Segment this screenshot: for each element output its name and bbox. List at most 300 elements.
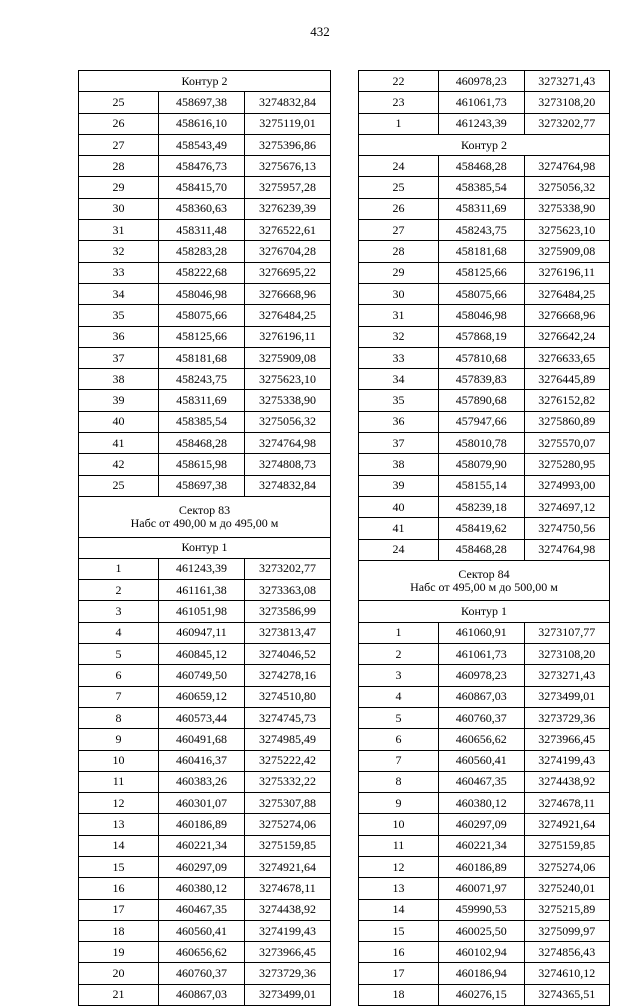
point-number-cell: 33 bbox=[79, 262, 159, 283]
point-number-cell: 6 bbox=[79, 665, 159, 686]
y-coordinate-cell: 3275396,86 bbox=[245, 134, 331, 155]
point-number-cell: 25 bbox=[359, 177, 439, 198]
x-coordinate-cell: 460276,15 bbox=[439, 984, 525, 1005]
x-coordinate-cell: 460656,62 bbox=[439, 729, 525, 750]
table-body-right bbox=[359, 71, 610, 1006]
y-coordinate-cell: 3273202,77 bbox=[245, 558, 331, 579]
y-coordinate-cell: 3275099,97 bbox=[524, 920, 610, 941]
y-coordinate-cell: 3275570,07 bbox=[524, 433, 610, 454]
y-coordinate-cell: 3276239,39 bbox=[245, 198, 331, 219]
y-coordinate-cell: 3274199,43 bbox=[524, 750, 610, 771]
table-row bbox=[359, 220, 610, 241]
table-row bbox=[79, 984, 331, 1005]
y-coordinate-cell: 3273813,47 bbox=[245, 622, 331, 643]
x-coordinate-cell: 460845,12 bbox=[159, 644, 245, 665]
y-coordinate-cell: 3274697,12 bbox=[524, 496, 610, 517]
point-number-cell: 38 bbox=[79, 369, 159, 390]
x-coordinate-cell: 458385,54 bbox=[159, 411, 245, 432]
point-number-cell: 4 bbox=[79, 622, 159, 643]
point-number-cell: 7 bbox=[359, 750, 439, 771]
table-row bbox=[79, 454, 331, 475]
y-coordinate-cell: 3275338,90 bbox=[524, 198, 610, 219]
x-coordinate-cell: 460186,89 bbox=[439, 856, 525, 877]
table-row bbox=[79, 113, 331, 134]
sector-title: Сектор 84 bbox=[458, 566, 510, 581]
point-number-cell: 29 bbox=[79, 177, 159, 198]
x-coordinate-cell: 460186,94 bbox=[439, 963, 525, 984]
x-coordinate-cell: 458046,98 bbox=[159, 283, 245, 304]
point-number-cell: 4 bbox=[359, 686, 439, 707]
x-coordinate-cell: 460760,37 bbox=[159, 963, 245, 984]
point-number-cell: 14 bbox=[79, 835, 159, 856]
x-coordinate-cell: 458079,90 bbox=[439, 454, 525, 475]
y-coordinate-cell: 3273271,43 bbox=[524, 71, 610, 92]
point-number-cell: 13 bbox=[359, 878, 439, 899]
x-coordinate-cell: 460760,37 bbox=[439, 707, 525, 728]
point-number-cell: 40 bbox=[79, 411, 159, 432]
y-coordinate-cell: 3274438,92 bbox=[245, 899, 331, 920]
x-coordinate-cell: 460467,35 bbox=[439, 771, 525, 792]
x-coordinate-cell: 457839,83 bbox=[439, 369, 525, 390]
y-coordinate-cell: 3275280,95 bbox=[524, 454, 610, 475]
x-coordinate-cell: 457868,19 bbox=[439, 326, 525, 347]
y-coordinate-cell: 3275222,42 bbox=[245, 750, 331, 771]
table-row bbox=[359, 411, 610, 432]
x-coordinate-cell: 461060,91 bbox=[439, 622, 525, 643]
point-number-cell: 16 bbox=[359, 942, 439, 963]
y-coordinate-cell: 3274750,56 bbox=[524, 518, 610, 539]
table-row bbox=[359, 707, 610, 728]
x-coordinate-cell: 461061,73 bbox=[439, 644, 525, 665]
table-row bbox=[79, 686, 331, 707]
point-number-cell: 17 bbox=[79, 899, 159, 920]
x-coordinate-cell: 458239,18 bbox=[439, 496, 525, 517]
y-coordinate-cell: 3276152,82 bbox=[524, 390, 610, 411]
point-number-cell: 29 bbox=[359, 262, 439, 283]
point-number-cell: 11 bbox=[359, 835, 439, 856]
x-coordinate-cell: 458243,75 bbox=[439, 220, 525, 241]
table-row bbox=[79, 241, 331, 262]
x-coordinate-cell: 458697,38 bbox=[159, 92, 245, 113]
table-row bbox=[79, 856, 331, 877]
x-coordinate-cell: 458075,66 bbox=[439, 283, 525, 304]
table-row bbox=[359, 241, 610, 262]
y-coordinate-cell: 3274046,52 bbox=[245, 644, 331, 665]
x-coordinate-cell: 458283,28 bbox=[159, 241, 245, 262]
sector-depth-range: Набс от 495,00 м до 500,00 м bbox=[410, 579, 558, 594]
point-number-cell: 30 bbox=[79, 198, 159, 219]
contour-header-row bbox=[359, 601, 610, 622]
table-row bbox=[79, 835, 331, 856]
point-number-cell: 31 bbox=[359, 305, 439, 326]
y-coordinate-cell: 3274764,98 bbox=[245, 433, 331, 454]
y-coordinate-cell: 3275307,88 bbox=[245, 793, 331, 814]
y-coordinate-cell: 3276522,61 bbox=[245, 220, 331, 241]
y-coordinate-cell: 3275119,01 bbox=[245, 113, 331, 134]
contour-header: Контур 1 bbox=[359, 601, 610, 622]
table-row bbox=[79, 347, 331, 368]
point-number-cell: 2 bbox=[79, 580, 159, 601]
point-number-cell: 10 bbox=[359, 814, 439, 835]
coordinates-table-right bbox=[358, 70, 610, 1006]
page-number: 432 bbox=[310, 24, 330, 39]
point-number-cell: 14 bbox=[359, 899, 439, 920]
y-coordinate-cell: 3273107,77 bbox=[524, 622, 610, 643]
y-coordinate-cell: 3275056,32 bbox=[245, 411, 331, 432]
table-body-left bbox=[79, 71, 331, 1006]
table-row bbox=[359, 390, 610, 411]
sector-depth-range: Набс от 490,00 м до 495,00 м bbox=[130, 515, 279, 530]
table-row bbox=[359, 686, 610, 707]
point-number-cell: 33 bbox=[359, 347, 439, 368]
point-number-cell: 30 bbox=[359, 283, 439, 304]
table-row bbox=[359, 369, 610, 390]
table-row bbox=[359, 622, 610, 643]
table-row bbox=[359, 920, 610, 941]
point-number-cell: 17 bbox=[359, 963, 439, 984]
table-row bbox=[359, 750, 610, 771]
point-number-cell: 25 bbox=[79, 92, 159, 113]
y-coordinate-cell: 3276633,65 bbox=[524, 347, 610, 368]
y-coordinate-cell: 3274199,43 bbox=[245, 920, 331, 941]
table-row bbox=[79, 92, 331, 113]
point-number-cell: 5 bbox=[79, 644, 159, 665]
table-row bbox=[79, 771, 331, 792]
y-coordinate-cell: 3274764,98 bbox=[524, 156, 610, 177]
table-row bbox=[79, 411, 331, 432]
y-coordinate-cell: 3274921,64 bbox=[245, 856, 331, 877]
point-number-cell: 15 bbox=[79, 856, 159, 877]
y-coordinate-cell: 3274832,84 bbox=[245, 92, 331, 113]
table-row bbox=[359, 835, 610, 856]
table-row bbox=[359, 899, 610, 920]
point-number-cell: 15 bbox=[359, 920, 439, 941]
table-row bbox=[79, 793, 331, 814]
point-number-cell: 35 bbox=[359, 390, 439, 411]
x-coordinate-cell: 458125,66 bbox=[159, 326, 245, 347]
x-coordinate-cell: 458243,75 bbox=[159, 369, 245, 390]
table-row bbox=[79, 963, 331, 984]
table-row bbox=[359, 665, 610, 686]
point-number-cell: 19 bbox=[79, 942, 159, 963]
x-coordinate-cell: 457947,66 bbox=[439, 411, 525, 432]
table-row bbox=[79, 283, 331, 304]
y-coordinate-cell: 3275623,10 bbox=[524, 220, 610, 241]
point-number-cell: 18 bbox=[79, 920, 159, 941]
x-coordinate-cell: 458222,68 bbox=[159, 262, 245, 283]
x-coordinate-cell: 460867,03 bbox=[439, 686, 525, 707]
x-coordinate-cell: 460573,44 bbox=[159, 707, 245, 728]
y-coordinate-cell: 3273499,01 bbox=[245, 984, 331, 1005]
point-number-cell: 32 bbox=[79, 241, 159, 262]
y-coordinate-cell: 3276484,25 bbox=[245, 305, 331, 326]
table-row bbox=[79, 750, 331, 771]
y-coordinate-cell: 3273966,45 bbox=[245, 942, 331, 963]
point-number-cell: 2 bbox=[359, 644, 439, 665]
point-number-cell: 12 bbox=[359, 856, 439, 877]
table-row bbox=[359, 326, 610, 347]
y-coordinate-cell: 3274278,16 bbox=[245, 665, 331, 686]
x-coordinate-cell: 460978,23 bbox=[439, 665, 525, 686]
contour-header: Контур 2 bbox=[359, 134, 610, 155]
table-row bbox=[79, 558, 331, 579]
x-coordinate-cell: 460102,94 bbox=[439, 942, 525, 963]
x-coordinate-cell: 460380,12 bbox=[159, 878, 245, 899]
y-coordinate-cell: 3273108,20 bbox=[524, 92, 610, 113]
table-row bbox=[359, 262, 610, 283]
x-coordinate-cell: 460383,26 bbox=[159, 771, 245, 792]
y-coordinate-cell: 3275909,08 bbox=[245, 347, 331, 368]
y-coordinate-cell: 3274365,51 bbox=[524, 984, 610, 1005]
y-coordinate-cell: 3276445,89 bbox=[524, 369, 610, 390]
table-row bbox=[359, 539, 610, 560]
contour-header-row bbox=[79, 537, 331, 558]
point-number-cell: 6 bbox=[359, 729, 439, 750]
x-coordinate-cell: 461161,38 bbox=[159, 580, 245, 601]
table-row bbox=[79, 920, 331, 941]
y-coordinate-cell: 3273202,77 bbox=[524, 113, 610, 134]
point-number-cell: 40 bbox=[359, 496, 439, 517]
table-row bbox=[359, 856, 610, 877]
x-coordinate-cell: 460467,35 bbox=[159, 899, 245, 920]
table-row bbox=[79, 198, 331, 219]
table-row bbox=[79, 622, 331, 643]
x-coordinate-cell: 458468,28 bbox=[439, 539, 525, 560]
table-row bbox=[359, 347, 610, 368]
x-coordinate-cell: 459990,53 bbox=[439, 899, 525, 920]
x-coordinate-cell: 460025,50 bbox=[439, 920, 525, 941]
x-coordinate-cell: 461061,73 bbox=[439, 92, 525, 113]
table-row bbox=[359, 71, 610, 92]
point-number-cell: 34 bbox=[359, 369, 439, 390]
point-number-cell: 26 bbox=[79, 113, 159, 134]
y-coordinate-cell: 3275240,01 bbox=[524, 878, 610, 899]
y-coordinate-cell: 3276642,24 bbox=[524, 326, 610, 347]
x-coordinate-cell: 460301,07 bbox=[159, 793, 245, 814]
contour-header-row bbox=[359, 134, 610, 155]
x-coordinate-cell: 458476,73 bbox=[159, 156, 245, 177]
x-coordinate-cell: 458415,70 bbox=[159, 177, 245, 198]
x-coordinate-cell: 460978,23 bbox=[439, 71, 525, 92]
y-coordinate-cell: 3274510,80 bbox=[245, 686, 331, 707]
point-number-cell: 7 bbox=[79, 686, 159, 707]
table-row bbox=[79, 942, 331, 963]
y-coordinate-cell: 3275274,06 bbox=[245, 814, 331, 835]
point-number-cell: 28 bbox=[359, 241, 439, 262]
point-number-cell: 39 bbox=[359, 475, 439, 496]
x-coordinate-cell: 458311,48 bbox=[159, 220, 245, 241]
x-coordinate-cell: 460071,97 bbox=[439, 878, 525, 899]
point-number-cell: 27 bbox=[359, 220, 439, 241]
point-number-cell: 9 bbox=[79, 729, 159, 750]
table-row bbox=[359, 644, 610, 665]
point-number-cell: 37 bbox=[359, 433, 439, 454]
x-coordinate-cell: 457890,68 bbox=[439, 390, 525, 411]
y-coordinate-cell: 3274808,73 bbox=[245, 454, 331, 475]
table-row bbox=[359, 475, 610, 496]
y-coordinate-cell: 3274993,00 bbox=[524, 475, 610, 496]
point-number-cell: 27 bbox=[79, 134, 159, 155]
table-row bbox=[359, 433, 610, 454]
x-coordinate-cell: 458155,14 bbox=[439, 475, 525, 496]
y-coordinate-cell: 3275860,89 bbox=[524, 411, 610, 432]
contour-header: Контур 2 bbox=[79, 71, 331, 92]
y-coordinate-cell: 3275159,85 bbox=[524, 835, 610, 856]
point-number-cell: 41 bbox=[79, 433, 159, 454]
table-row bbox=[359, 942, 610, 963]
point-number-cell: 3 bbox=[79, 601, 159, 622]
x-coordinate-cell: 460221,34 bbox=[159, 835, 245, 856]
y-coordinate-cell: 3276704,28 bbox=[245, 241, 331, 262]
table-row bbox=[359, 113, 610, 134]
table-row bbox=[359, 305, 610, 326]
y-coordinate-cell: 3275159,85 bbox=[245, 835, 331, 856]
point-number-cell: 36 bbox=[79, 326, 159, 347]
point-number-cell: 18 bbox=[359, 984, 439, 1005]
point-number-cell: 42 bbox=[79, 454, 159, 475]
table-row bbox=[79, 433, 331, 454]
x-coordinate-cell: 460560,41 bbox=[439, 750, 525, 771]
x-coordinate-cell: 458615,98 bbox=[159, 454, 245, 475]
y-coordinate-cell: 3273729,36 bbox=[245, 963, 331, 984]
y-coordinate-cell: 3274678,11 bbox=[245, 878, 331, 899]
point-number-cell: 31 bbox=[79, 220, 159, 241]
x-coordinate-cell: 458468,28 bbox=[439, 156, 525, 177]
x-coordinate-cell: 458125,66 bbox=[439, 262, 525, 283]
point-number-cell: 24 bbox=[359, 156, 439, 177]
point-number-cell: 9 bbox=[359, 793, 439, 814]
point-number-cell: 37 bbox=[79, 347, 159, 368]
x-coordinate-cell: 458543,49 bbox=[159, 134, 245, 155]
x-coordinate-cell: 457810,68 bbox=[439, 347, 525, 368]
contour-header: Контур 1 bbox=[79, 537, 331, 558]
table-row bbox=[79, 390, 331, 411]
table-row bbox=[79, 665, 331, 686]
y-coordinate-cell: 3273108,20 bbox=[524, 644, 610, 665]
y-coordinate-cell: 3274856,43 bbox=[524, 942, 610, 963]
y-coordinate-cell: 3276668,96 bbox=[245, 283, 331, 304]
table-row bbox=[79, 644, 331, 665]
coordinates-table-left bbox=[78, 70, 331, 1006]
x-coordinate-cell: 461243,39 bbox=[159, 558, 245, 579]
x-coordinate-cell: 458616,10 bbox=[159, 113, 245, 134]
point-number-cell: 8 bbox=[79, 707, 159, 728]
x-coordinate-cell: 458010,78 bbox=[439, 433, 525, 454]
table-row bbox=[79, 177, 331, 198]
point-number-cell: 13 bbox=[79, 814, 159, 835]
point-number-cell: 39 bbox=[79, 390, 159, 411]
sector-header-row bbox=[359, 560, 610, 601]
x-coordinate-cell: 460221,34 bbox=[439, 835, 525, 856]
point-number-cell: 23 bbox=[359, 92, 439, 113]
y-coordinate-cell: 3275332,22 bbox=[245, 771, 331, 792]
point-number-cell: 26 bbox=[359, 198, 439, 219]
table-row bbox=[359, 963, 610, 984]
sector-title: Сектор 83 bbox=[178, 502, 231, 517]
point-number-cell: 1 bbox=[359, 113, 439, 134]
table-row bbox=[79, 262, 331, 283]
table-row bbox=[79, 580, 331, 601]
point-number-cell: 16 bbox=[79, 878, 159, 899]
point-number-cell: 20 bbox=[79, 963, 159, 984]
y-coordinate-cell: 3274921,64 bbox=[524, 814, 610, 835]
x-coordinate-cell: 458181,68 bbox=[159, 347, 245, 368]
table-row bbox=[79, 305, 331, 326]
y-coordinate-cell: 3275676,13 bbox=[245, 156, 331, 177]
table-row bbox=[359, 793, 610, 814]
x-coordinate-cell: 461243,39 bbox=[439, 113, 525, 134]
sector-header bbox=[79, 496, 331, 537]
x-coordinate-cell: 460867,03 bbox=[159, 984, 245, 1005]
point-number-cell: 32 bbox=[359, 326, 439, 347]
point-number-cell: 8 bbox=[359, 771, 439, 792]
x-coordinate-cell: 460297,09 bbox=[159, 856, 245, 877]
point-number-cell: 21 bbox=[79, 984, 159, 1005]
x-coordinate-cell: 458181,68 bbox=[439, 241, 525, 262]
table-row bbox=[79, 814, 331, 835]
y-coordinate-cell: 3275909,08 bbox=[524, 241, 610, 262]
point-number-cell: 38 bbox=[359, 454, 439, 475]
y-coordinate-cell: 3274610,12 bbox=[524, 963, 610, 984]
table-row bbox=[359, 198, 610, 219]
table-row bbox=[79, 326, 331, 347]
y-coordinate-cell: 3276695,22 bbox=[245, 262, 331, 283]
x-coordinate-cell: 460656,62 bbox=[159, 942, 245, 963]
point-number-cell: 1 bbox=[359, 622, 439, 643]
x-coordinate-cell: 460947,11 bbox=[159, 622, 245, 643]
y-coordinate-cell: 3275623,10 bbox=[245, 369, 331, 390]
contour-header-row bbox=[79, 71, 331, 92]
x-coordinate-cell: 460659,12 bbox=[159, 686, 245, 707]
x-coordinate-cell: 458419,62 bbox=[439, 518, 525, 539]
point-number-cell: 11 bbox=[79, 771, 159, 792]
table-row bbox=[79, 601, 331, 622]
y-coordinate-cell: 3273271,43 bbox=[524, 665, 610, 686]
x-coordinate-cell: 458697,38 bbox=[159, 475, 245, 496]
x-coordinate-cell: 458311,69 bbox=[159, 390, 245, 411]
x-coordinate-cell: 460416,37 bbox=[159, 750, 245, 771]
x-coordinate-cell: 460297,09 bbox=[439, 814, 525, 835]
y-coordinate-cell: 3274764,98 bbox=[524, 539, 610, 560]
x-coordinate-cell: 458385,54 bbox=[439, 177, 525, 198]
y-coordinate-cell: 3273363,08 bbox=[245, 580, 331, 601]
y-coordinate-cell: 3276196,11 bbox=[245, 326, 331, 347]
table-row bbox=[359, 283, 610, 304]
table-row bbox=[359, 156, 610, 177]
table-row bbox=[79, 220, 331, 241]
x-coordinate-cell: 460380,12 bbox=[439, 793, 525, 814]
point-number-cell: 25 bbox=[79, 475, 159, 496]
y-coordinate-cell: 3276484,25 bbox=[524, 283, 610, 304]
y-coordinate-cell: 3275957,28 bbox=[245, 177, 331, 198]
table-row bbox=[359, 814, 610, 835]
y-coordinate-cell: 3276668,96 bbox=[524, 305, 610, 326]
x-coordinate-cell: 458468,28 bbox=[159, 433, 245, 454]
point-number-cell: 41 bbox=[359, 518, 439, 539]
x-coordinate-cell: 460491,68 bbox=[159, 729, 245, 750]
y-coordinate-cell: 3273729,36 bbox=[524, 707, 610, 728]
point-number-cell: 35 bbox=[79, 305, 159, 326]
point-number-cell: 24 bbox=[359, 539, 439, 560]
point-number-cell: 34 bbox=[79, 283, 159, 304]
y-coordinate-cell: 3274438,92 bbox=[524, 771, 610, 792]
point-number-cell: 3 bbox=[359, 665, 439, 686]
y-coordinate-cell: 3275215,89 bbox=[524, 899, 610, 920]
table-row bbox=[359, 878, 610, 899]
x-coordinate-cell: 458046,98 bbox=[439, 305, 525, 326]
x-coordinate-cell: 460749,50 bbox=[159, 665, 245, 686]
table-row bbox=[79, 134, 331, 155]
